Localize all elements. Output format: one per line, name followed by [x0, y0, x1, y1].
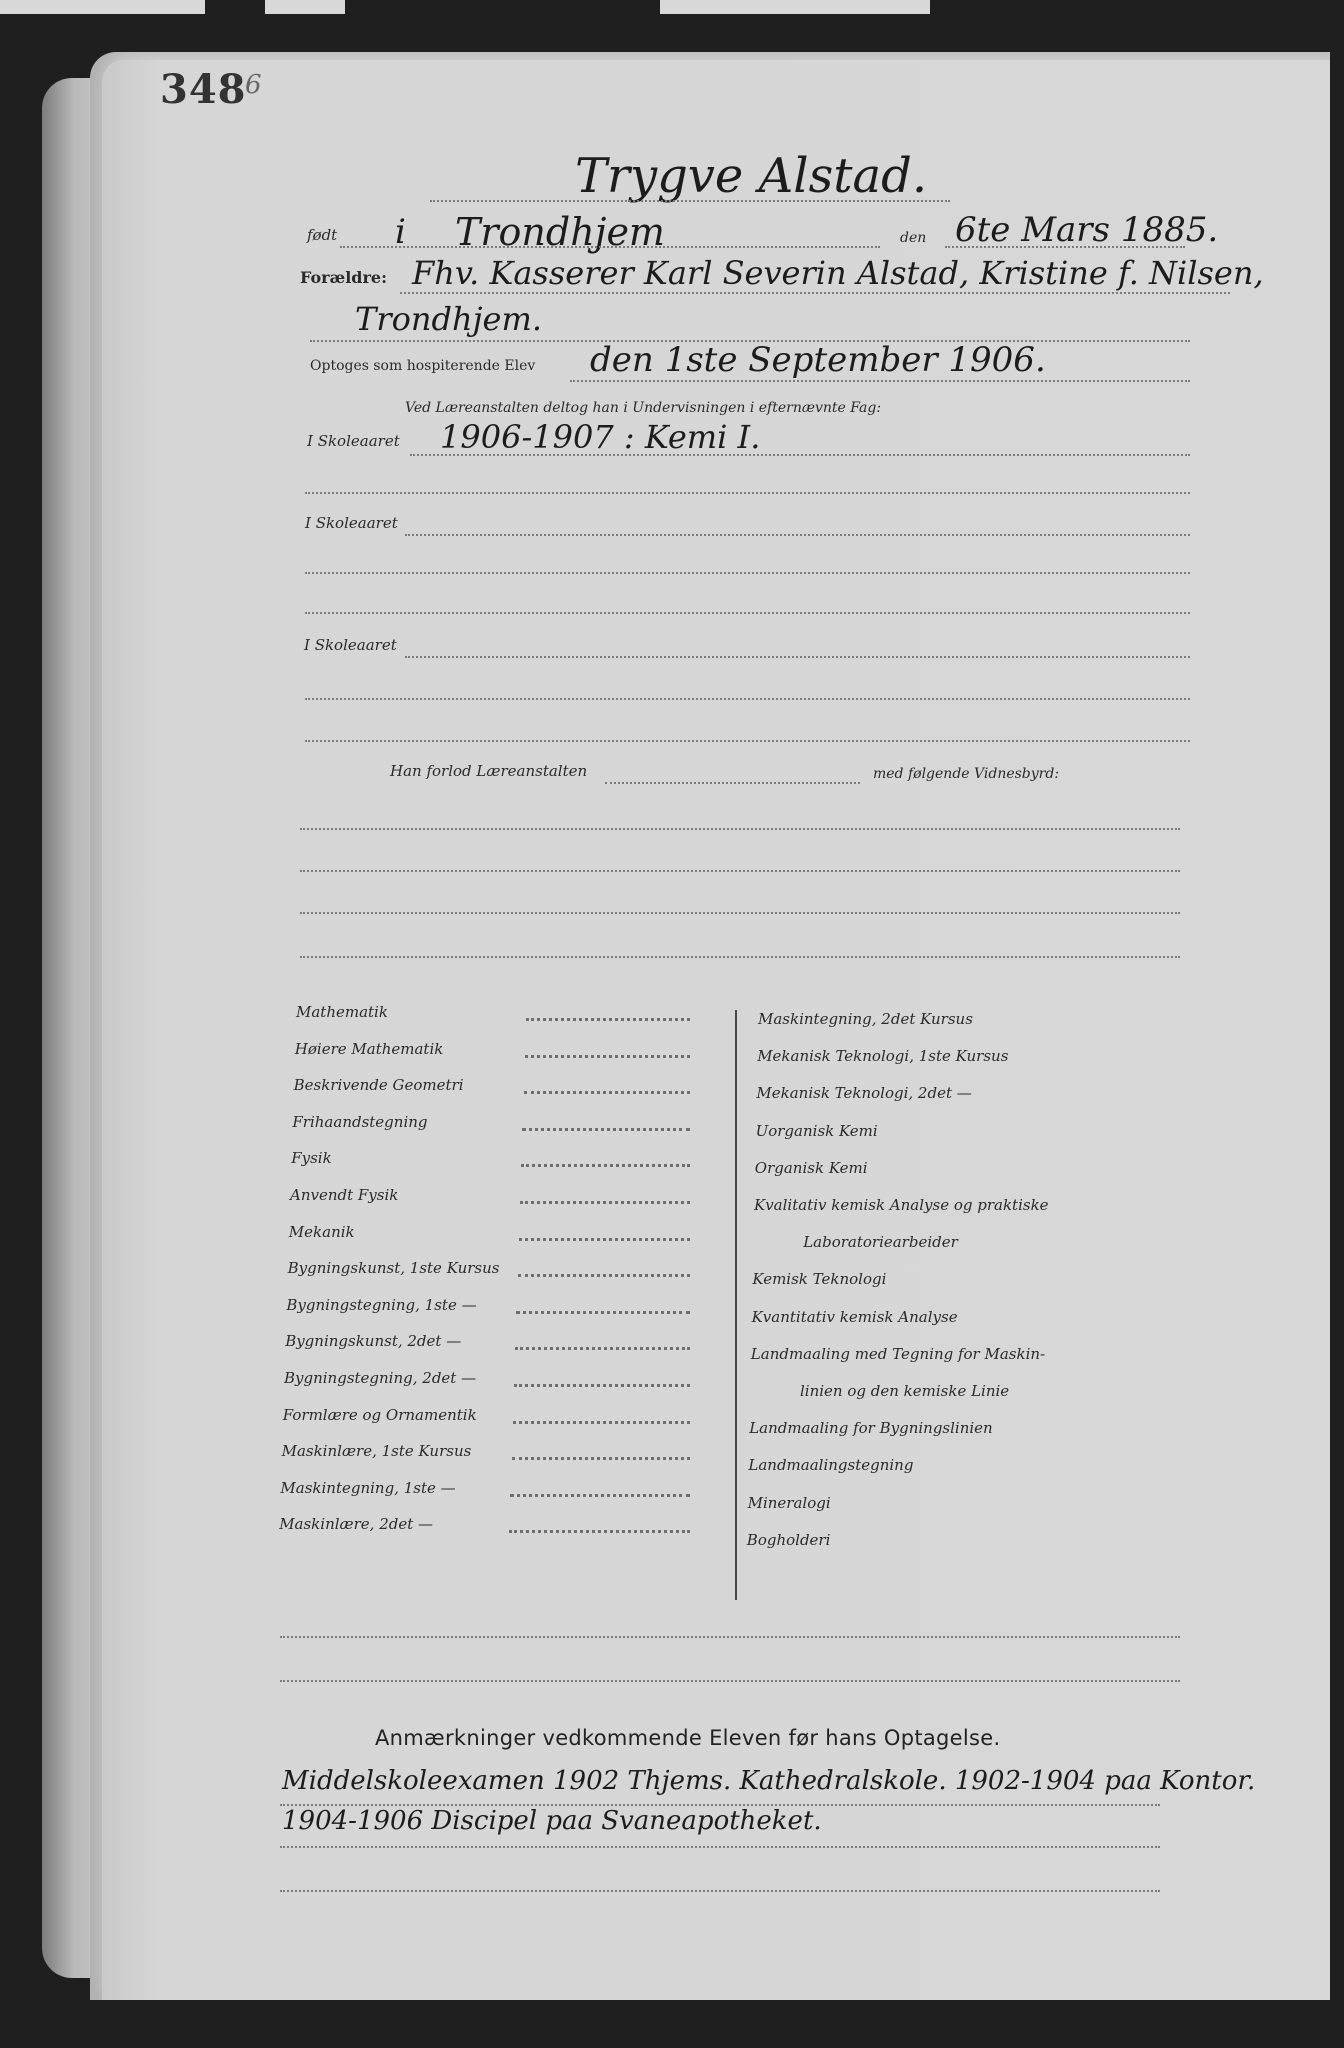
subject-left-dots-1	[525, 1055, 690, 1058]
school-year-3-line-b	[305, 698, 1190, 700]
subject-left-dots-2	[524, 1091, 690, 1094]
subject-right-1: Mekanisk Teknologi, 1ste Kursus	[757, 1047, 1009, 1066]
remarks-line-2: 1904-1906 Discipel paa Svaneapotheket.	[282, 1806, 822, 1836]
name-line	[430, 200, 950, 202]
page-number-mark: 6	[245, 70, 262, 100]
subject-right-4: Organisk Kemi	[754, 1158, 868, 1177]
school-year-1-line-b	[305, 492, 1190, 494]
date-label: den	[900, 230, 927, 246]
school-year-1-value: 1906-1907 : Kemi I.	[440, 418, 761, 456]
subject-left-dots-13	[510, 1494, 690, 1497]
parents-line-1-rule	[400, 292, 1230, 294]
school-year-1-line	[410, 454, 1190, 456]
admission-line	[570, 380, 1190, 382]
subject-right-6: Laboratoriearbeider	[803, 1233, 958, 1252]
subject-right-13: Mineralogi	[747, 1493, 831, 1512]
subject-left-dots-11	[513, 1421, 690, 1424]
admission-label: Optoges som hospiterende Elev	[310, 358, 536, 374]
participation-intro: Ved Læreanstalten deltog han i Undervisningen i efternævnte Fag:	[405, 400, 882, 416]
subject-left-dots-4	[521, 1164, 690, 1167]
subject-left-dots-7	[518, 1274, 690, 1277]
testimony-line-4	[300, 956, 1180, 958]
table-end-line-1	[280, 1636, 1180, 1638]
subject-left-2: Beskrivende Geometri	[293, 1076, 464, 1095]
remarks-rule-2	[280, 1846, 1160, 1848]
subject-left-dots-9	[515, 1347, 690, 1350]
subject-left-4: Fysik	[291, 1149, 332, 1168]
leaving-label: Han forlod Læreanstalten	[390, 762, 588, 780]
subject-left-dots-0	[526, 1018, 690, 1021]
birth-date-line	[945, 246, 1185, 248]
school-year-2-line-b	[305, 572, 1190, 574]
subject-left-3: Frihaandstegning	[292, 1112, 428, 1131]
subject-left-5: Anvendt Fysik	[290, 1186, 399, 1204]
remarks-heading: Anmærkninger vedkommende Eleven før hans Optagelse.	[375, 1726, 1001, 1750]
subject-left-11: Formlære og Ornamentik	[282, 1405, 477, 1424]
subject-right-9: Landmaaling med Tegning for Maskin-	[750, 1344, 1046, 1363]
leaving-line	[605, 782, 860, 784]
subject-right-14: Bogholderi	[746, 1530, 831, 1549]
subject-left-dots-5	[520, 1201, 690, 1204]
testimony-line-2	[300, 870, 1180, 872]
subject-left-dots-14	[509, 1530, 690, 1533]
subject-left-dots-10	[514, 1384, 690, 1387]
subject-right-12: Landmaalingstegning	[748, 1456, 914, 1475]
born-i-label: i	[395, 212, 406, 252]
school-year-2-label: I Skoleaaret	[305, 514, 398, 532]
subject-left-dots-3	[522, 1128, 690, 1131]
subject-right-10: linien og den kemiske Linie	[800, 1382, 1010, 1400]
student-name: Trygve Alstad.	[575, 148, 928, 204]
subject-left-6: Mekanik	[288, 1222, 355, 1241]
subject-left-dots-6	[519, 1238, 690, 1241]
school-year-3-line	[405, 656, 1190, 658]
birth-place: Trondhjem	[455, 210, 665, 254]
birth-date: 6te Mars 1885.	[955, 210, 1219, 250]
parents-label: Forældre:	[300, 268, 387, 287]
scan-top-strip-right	[660, 0, 930, 14]
subject-right-8: Kvantitativ kemisk Analyse	[751, 1307, 958, 1326]
remarks-line-1: Middelskoleexamen 1902 Thjems. Kathedralskole. 1902-1904 paa Kontor.	[282, 1766, 1256, 1796]
testimony-line-1	[300, 828, 1180, 830]
subject-left-14: Maskinlære, 2det —	[279, 1515, 434, 1534]
subject-right-2: Mekanisk Teknologi, 2det —	[756, 1084, 972, 1103]
testimony-line-3	[300, 912, 1180, 914]
school-year-1-label: I Skoleaaret	[307, 432, 400, 450]
scan-top-strip-mid	[265, 0, 345, 14]
parents-line-2: Trondhjem.	[355, 300, 542, 338]
scan-top-strip-left	[0, 0, 205, 14]
subject-right-0: Maskintegning, 2det Kursus	[758, 1010, 973, 1028]
school-year-2-line-c	[305, 612, 1190, 614]
subject-right-7: Kemisk Teknologi	[752, 1270, 887, 1289]
subjects-divider	[735, 1010, 737, 1600]
remarks-rule-3	[280, 1890, 1160, 1892]
school-year-2-line	[405, 534, 1190, 536]
subject-left-dots-8	[516, 1311, 690, 1314]
school-year-3-line-c	[305, 740, 1190, 742]
subject-left-7: Bygningskunst, 1ste Kursus	[287, 1259, 500, 1278]
parents-line-1: Fhv. Kasserer Karl Severin Alstad, Kristine f. Nilsen,	[412, 254, 1264, 292]
page-number: 348	[160, 66, 247, 113]
school-year-3-label: I Skoleaaret	[304, 636, 397, 654]
subject-right-11: Landmaaling for Bygningslinien	[749, 1419, 993, 1438]
subject-right-3: Uorganisk Kemi	[755, 1121, 878, 1140]
born-label: født	[307, 226, 338, 244]
table-end-line-2	[280, 1680, 1180, 1682]
subject-right-5: Kvalitativ kemisk Analyse og praktiske	[754, 1196, 1049, 1214]
admission-date: den 1ste September 1906.	[590, 340, 1046, 380]
subject-left-0: Mathematik	[296, 1003, 388, 1021]
subject-left-12: Maskinlære, 1ste Kursus	[281, 1442, 472, 1461]
testimony-label: med følgende Vidnesbyrd:	[873, 766, 1060, 782]
birth-place-line	[340, 246, 880, 248]
subject-left-1: Høiere Mathematik	[294, 1039, 444, 1058]
subject-left-10: Bygningstegning, 2det —	[284, 1369, 477, 1387]
subject-left-8: Bygningstegning, 1ste —	[286, 1295, 477, 1314]
subject-left-9: Bygningskunst, 2det —	[285, 1332, 462, 1351]
subject-left-13: Maskintegning, 1ste —	[280, 1478, 456, 1497]
subject-left-dots-12	[512, 1457, 690, 1460]
